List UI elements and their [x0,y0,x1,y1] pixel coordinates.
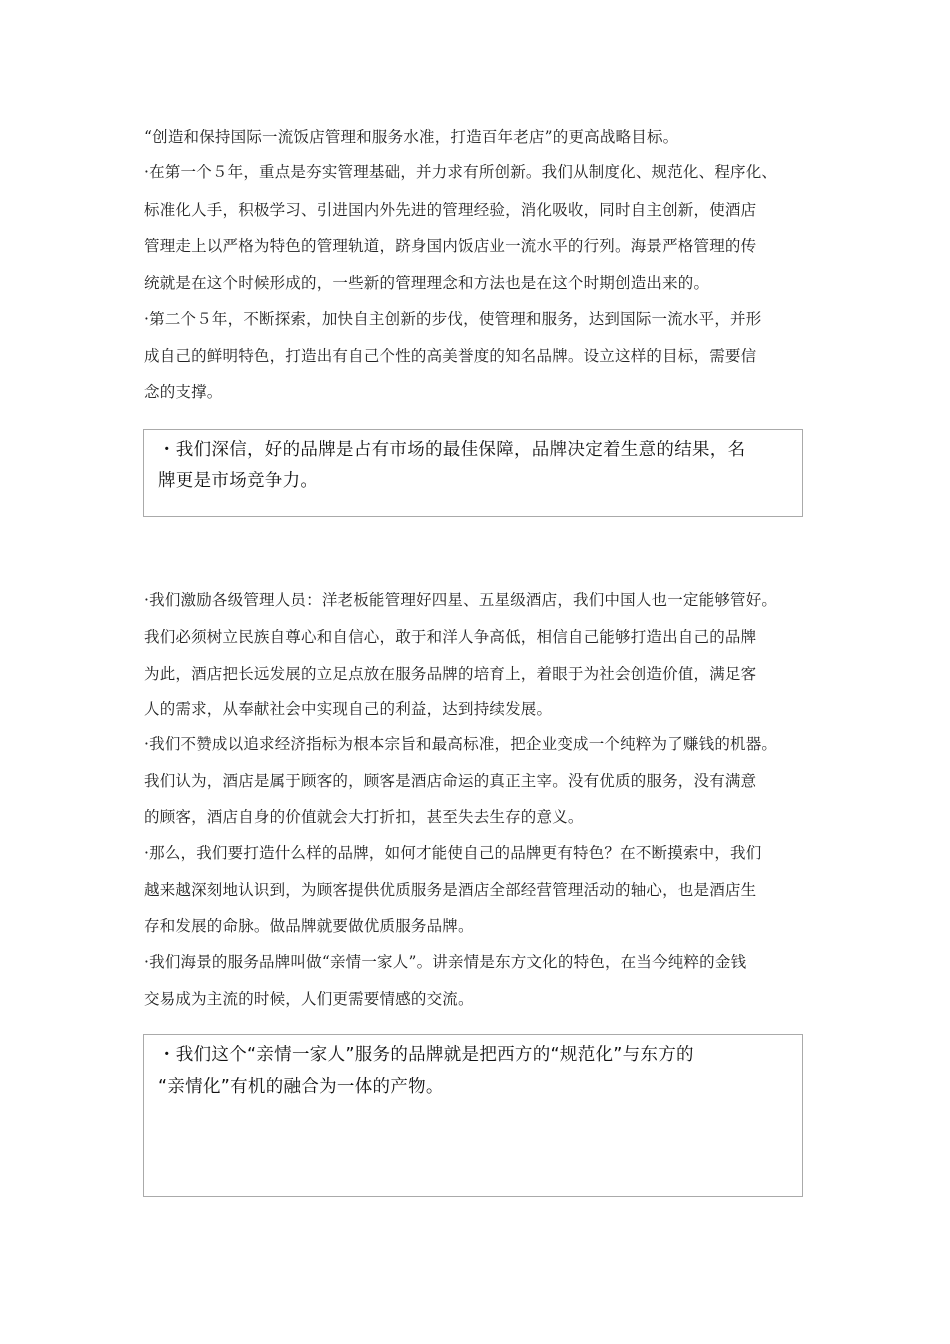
paragraph-line: 统就是在这个时候形成的，一些新的管理理念和方法也是在这个时期创造出来的。 [144,274,710,292]
paragraph-line: 管理走上以严格为特色的管理轨道，跻身国内饭店业一流水平的行列。海景严格管理的传 [144,237,757,255]
paragraph-line: 存和发展的命脉。做品牌就要做优质服务品牌。 [144,917,474,935]
paragraph-line: ·在第一个５年，重点是夯实管理基础，并力求有所创新。我们从制度化、规范化、程序化、 [144,163,778,181]
callout-line: 牌更是市场竞争力。 [158,471,319,491]
paragraph-line: 交易成为主流的时候，人们更需要情感的交流。 [144,990,474,1008]
paragraph-line: ·我们激励各级管理人员：洋老板能管理好四星、五星级酒店，我们中国人也一定能够管好。 [144,591,778,609]
paragraph-line: ·我们不赞成以追求经济指标为根本宗旨和最高标准，把企业变成一个纯粹为了赚钱的机器。 [144,735,778,753]
paragraph-line: ·那么，我们要打造什么样的品牌，如何才能使自己的品牌更有特色？在不断摸索中，我们 [144,844,762,862]
paragraph-line: 为此，酒店把长远发展的立足点放在服务品牌的培育上，着眼于为社会创造价值，满足客 [144,665,757,683]
callout-box-brand-belief [143,429,803,517]
paragraph-line: ·我们海景的服务品牌叫做“亲情一家人”。讲亲情是东方文化的特色，在当今纯粹的金钱 [144,953,747,971]
callout-line: ・我们深信，好的品牌是占有市场的最佳保障，品牌决定着生意的结果，名 [158,440,746,460]
paragraph-line: 我们认为，酒店是属于顾客的，顾客是酒店命运的真正主宰。没有优质的服务，没有满意 [144,772,757,790]
paragraph-line: 的顾客，酒店自身的价值就会大打折扣，甚至失去生存的意义。 [144,808,584,826]
callout-box-family-service-brand [143,1034,803,1197]
paragraph-line: 标准化人手，积极学习、引进国内外先进的管理经验，消化吸收，同时自主创新，使酒店 [144,201,757,219]
paragraph-line: ·第二个５年，不断探索，加快自主创新的步伐，使管理和服务，达到国际一流水平，并形 [144,310,762,328]
paragraph-line: 越来越深刻地认识到，为顾客提供优质服务是酒店全部经营管理活动的轴心，也是酒店生 [144,881,757,899]
paragraph-line: 念的支撑。 [144,383,223,401]
paragraph-line: 成自己的鲜明特色，打造出有自己个性的高美誉度的知名品牌。设立这样的目标，需要信 [144,347,757,365]
callout-line: “亲情化”有机的融合为一体的产物。 [158,1077,444,1097]
paragraph-line: “创造和保持国际一流饭店管理和服务水准，打造百年老店”的更高战略目标。 [144,128,679,146]
callout-line: ・我们这个“亲情一家人”服务的品牌就是把西方的“规范化”与东方的 [158,1045,694,1065]
paragraph-line: 我们必须树立民族自尊心和自信心，敢于和洋人争高低，相信自己能够打造出自己的品牌 [144,628,757,646]
paragraph-line: 人的需求，从奉献社会中实现自己的利益，达到持续发展。 [144,700,553,718]
